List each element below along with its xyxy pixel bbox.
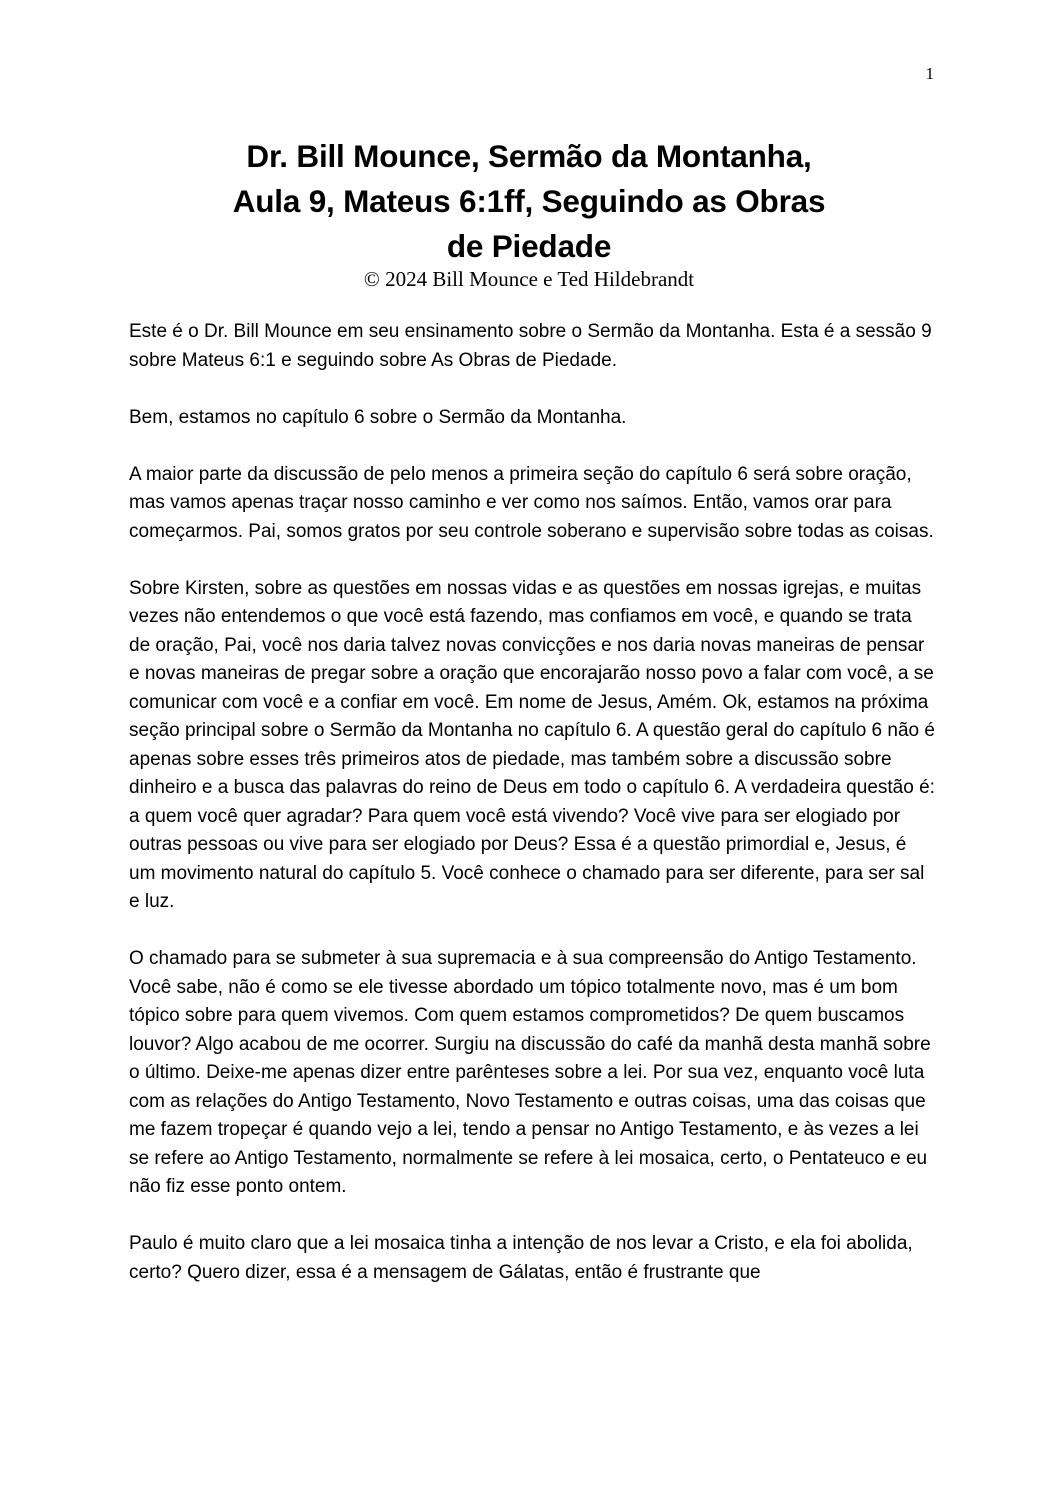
title-line-1: Dr. Bill Mounce, Sermão da Montanha,: [246, 138, 812, 174]
copyright-line: © 2024 Bill Mounce e Ted Hildebrandt: [363, 267, 695, 291]
paragraph: Este é o Dr. Bill Mounce em seu ensinamento sobre o Sermão da Montanha. Esta é a sessão 9 sobre Mateus 6:1 e seguindo sobre As Obras de Piedade.: [129, 321, 932, 371]
paragraph: O chamado para se submeter à sua supremacia e à sua compreensão do Antigo Testamento. Você sabe, não é como se ele tivesse abordado um tópico totalmente novo, mas é um bom tópico sobre para quem vivemos. Com quem estamos comprometidos? De quem buscamos louvor? Algo acabou de me ocorrer. Surgiu na discussão do café da manhã desta manhã sobre o último. Deixe-me apenas dizer entre parênteses sobre a lei. Por sua vez, enquanto você luta com as relações do Antigo Testamento, Novo Testamento e outras coisas, uma das coisas que me fazem tropeçar é quando vejo a lei, tendo a pensar no Antigo Testamento, e às vezes a lei se refere ao Antigo Testamento, normalmente se refere à lei mosaica, certo, o Pentateuco e eu não fiz esse ponto ontem.: [129, 948, 931, 1197]
paragraph: A maior parte da discussão de pelo menos a primeira seção do capítulo 6 será sobre oração, mas vamos apenas traçar nosso caminho e ver como nos saímos. Então, vamos orar para começarmos. Pai, somos gratos por seu controle soberano e supervisão sobre todas as coisas.: [129, 463, 934, 542]
document-title: [120, 134, 938, 269]
paragraph: Paulo é muito claro que a lei mosaica tinha a intenção de nos levar a Cristo, e ela foi abolida, certo? Quero dizer, essa é a mensagem de Gálatas, então é frustrante que: [129, 1233, 913, 1283]
title-line-2: Aula 9, Mateus 6:1ff, Seguindo as Obras: [232, 183, 826, 219]
paragraph: Sobre Kirsten, sobre as questões em nossas vidas e as questões em nossas igrejas, e muitas vezes não entendemos o que você está fazendo, mas confiamos em você, e quando se trata de oração, Pai, você nos daria talvez novas convicções e nos daria novas maneiras de pensar e novas maneiras de pregar sobre a oração que encorajarão nosso povo a falar com você, a se comunicar com você e a confiar em você. Em nome de Jesus, Amém. Ok, estamos na próxima seção principal sobre o Sermão da Montanha no capítulo 6. A questão geral do capítulo 6 não é apenas sobre esses três primeiros atos de piedade, mas também sobre a discussão sobre dinheiro e a busca das palavras do reino de Deus em todo o capítulo 6. A verdadeira questão é: a quem você quer agradar? Para quem você está vivendo? Você vive para ser elogiado por outras pessoas ou vive para ser elogiado por Deus? Essa é a questão primordial e, Jesus, é um movimento natural do capítulo 5. Você conhece o chamado para ser diferente, para ser sal e luz.: [129, 577, 935, 912]
page-number: 1: [925, 64, 934, 83]
body-text: [129, 318, 935, 1316]
paragraph: Bem, estamos no capítulo 6 sobre o Sermão da Montanha.: [129, 406, 627, 428]
title-line-3: de Piedade: [446, 228, 612, 264]
